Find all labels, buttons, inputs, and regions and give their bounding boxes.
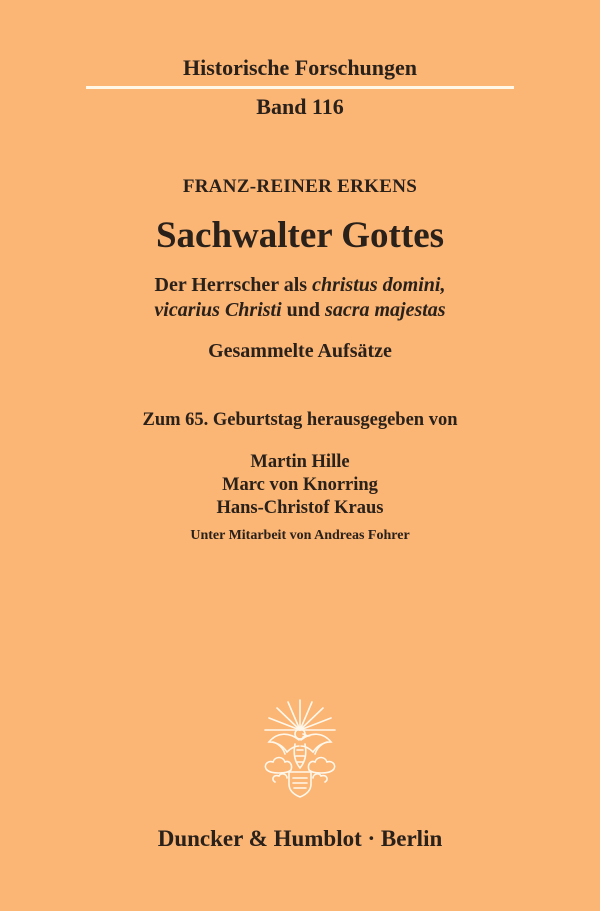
book-title: Sachwalter Gottes (155, 215, 445, 256)
editor-name: Hans-Christof Kraus (216, 498, 384, 518)
editor-name: Martin Hille (250, 452, 350, 472)
volume-number: Band 116 (256, 94, 344, 119)
series-rule (86, 86, 514, 89)
subtitle-part-2: und (281, 299, 326, 321)
eagle-emblem-icon (255, 692, 345, 800)
series-name: Historische Forschungen (182, 55, 418, 80)
subtitle-line-1 (0, 273, 600, 298)
editor-intro: Zum 65. Geburtstag herausgegeben von (142, 410, 458, 430)
author-name: FRANZ-REINER ERKENS (182, 176, 418, 197)
subtitle-italic-2: vicarius Christi (154, 299, 282, 321)
subtitle-line-2 (0, 298, 600, 323)
book-subtitle (0, 273, 600, 323)
subtitle-part-1: Der Herrscher als (154, 274, 313, 296)
collected-essays: Gesammelte Aufsätze (208, 340, 392, 362)
editor-list (0, 451, 600, 520)
publisher-line: Duncker & Humblot · Berlin (157, 826, 443, 851)
collaboration-note: Unter Mitarbeit von Andreas Fohrer (190, 528, 410, 543)
subtitle-italic-1: christus domini, (312, 274, 446, 296)
subtitle-italic-3: sacra majestas (325, 299, 446, 321)
editor-name: Marc von Knorring (222, 475, 378, 495)
